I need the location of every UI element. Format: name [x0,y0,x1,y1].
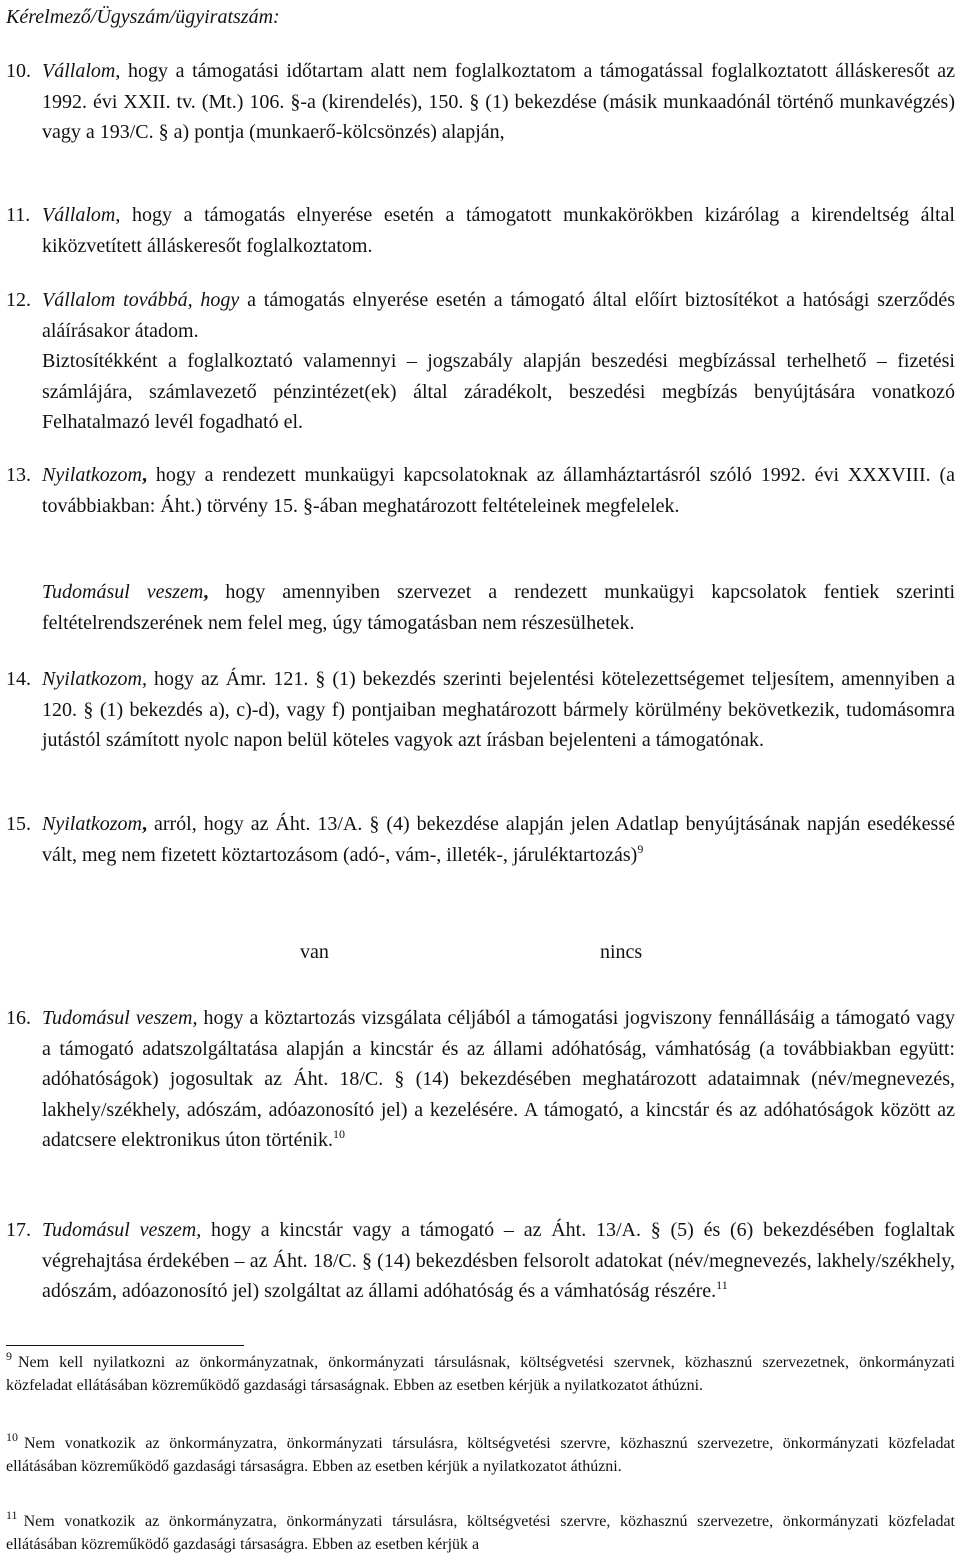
footnote-ref: 10 [333,1127,346,1141]
item-text: hogy a rendezett munkaügyi kapcsolatoknak az államháztartásról szóló 1992. évi XXXVIII. (a továbbiakban: Áht.) törvény 15. §-ában meghatározott feltételeinek megfelelek. [42,464,955,517]
footnote-number: 9 [6,1349,12,1363]
item-comma: , [142,813,147,835]
footnote-ref: 11 [716,1278,728,1292]
statement-13 [6,460,955,521]
option-nincs[interactable]: nincs [600,941,643,963]
footnote-number: 11 [6,1508,18,1522]
item-lead: Vállalom, [42,60,121,82]
footnote-ref: 9 [637,841,644,856]
item-text: hogy a támogatási időtartam alatt nem foglalkoztatom a támogatással foglalkoztatott álláskeresőt az 1992. évi XXII. tv. (Mt.) 106. §-a (kirendelés), 150. § (1) bekezdése (másik munkaadónál történő munkavégzés) vagy a 193/C. § a) pontja (munkaerő-kölcsönzés) alapján, [42,60,955,143]
statement-17 [6,1215,955,1307]
statement-13-acknowledgement [6,577,955,638]
item-number: 16. [6,1007,31,1029]
footnote-10 [6,1430,955,1478]
item-number: 10. [6,60,31,82]
statement-15 [6,809,955,870]
item-number: 15. [6,813,31,835]
statement-16 [6,1003,955,1156]
item-text: a támogatás elnyerése esetén a támogató által előírt biztosítékot a hatósági szerződés aláírásakor átadom. [42,289,956,342]
item-lead: Tudomásul veszem, [42,1219,202,1241]
item-lead: Vállalom továbbá, hogy [42,289,240,311]
statement-12 [6,285,955,438]
statement-11 [6,200,955,261]
item-lead: Nyilatkozom, [42,668,147,690]
option-van[interactable]: van [300,941,329,963]
item-number: 14. [6,668,31,690]
item-text-guarantee: Biztosítékként a foglalkoztató valamennyi – jogszabály alapján beszedési megbízással terhelhető – fizetési számlájára, számlavezető pénzintézet(ek) által záradékolt, beszedési megbízás benyújtására vonatkozó Felhatalmazó levél fogadható el. [42,350,955,433]
item-lead: Nyilatkozom [42,464,142,486]
footnote-separator [6,1345,244,1346]
item-text: hogy a támogatás elnyerése esetén a támogatott munkakörökben kizárólag a kirendeltség által kiközvetített álláskeresőt foglalkoztatom. [42,204,955,257]
item-text: arról, hogy az Áht. 13/A. § (4) bekezdése alapján jelen Adatlap benyújtásának napján esedékessé vált, meg nem fizetett köztartozásom (adó-, vám-, illeték-, járuléktartozás) [42,813,955,866]
item-number: 17. [6,1219,31,1241]
item-lead: Vállalom, [42,204,121,226]
statement-10 [6,56,955,148]
item-lead: Nyilatkozom [42,813,142,835]
item-lead: Tudomásul veszem [42,581,204,603]
footnote-number: 10 [6,1430,18,1444]
footnote-11 [6,1508,955,1556]
footnote-text: Nem vonatkozik az önkormányzatra, önkormányzati társulásra, költségvetési szervre, közhasznú szervezetre, önkormányzati közfeladat ellátásában közreműködő gazdasági társaságra. Ebben az esetben kérjük a [6,1513,955,1553]
item-text: hogy amennyiben szervezet a rendezett munkaügyi kapcsolatok fentiek szerinti feltételrendszerének nem felel meg, úgy támogatásban nem részesülhetek. [42,581,955,634]
item-text: hogy a köztartozás vizsgálata céljából a támogatási jogviszony fennállásáig a támogató vagy a támogató adatszolgáltatása alapján a kincstár és az állami adóhatóság, vámhatóság (a továbbiakban együtt: adóhatóságok) jogosultak az Áht. 18/C. § (14) bekezdésében meghatározott adataimnak (név/megnevezés, lakhely/székhely, adószám, adóazonosító jel) a kezelésére. A támogató, a kincstár és az adóhatóságok között az adatcsere elektronikus úton történik. [42,1007,955,1151]
footnote-text: Nem vonatkozik az önkormányzatra, önkormányzati társulásra, költségvetési szervre, közhasznú szervezetre, önkormányzati közfeladat ellátásában közreműködő gazdasági társaságra. Ebben az esetben kérjük a nyilatkozatot áthúzni. [6,1435,955,1475]
item-comma: , [203,581,209,603]
item-lead: Tudomásul veszem, [42,1007,198,1029]
statement-14 [6,664,955,756]
item-number: 11. [6,204,31,226]
footnote-text: Nem kell nyilatkozni az önkormányzatnak, önkormányzati társulásnak, költségvetési szervnek, közhasznú szervezetnek, önkormányzati közfeladat ellátásában közreműködő gazdasági társaságnak. Ebben az esetben kérjük a nyilatkozatot áthúzni. [6,1354,955,1394]
item-text: hogy az Ámr. 121. § (1) bekezdés szerinti bejelentési kötelezettségemet teljesítem, amennyiben a 120. § (1) bekezdés a), c)-d), vagy f) pontjaiban meghatározott bármely körülmény bekövetkezik, tudomásomra jutástól számított nyolc napon belül köteles vagyok azt írásban bejelenteni a támogatónak. [42,668,955,751]
footnote-9 [6,1349,955,1397]
document-header: Kérelmező/Ügyszám/ügyiratszám: [6,6,280,28]
item-number: 12. [6,289,31,311]
item-number: 13. [6,464,31,486]
item-text: hogy a kincstár vagy a támogató – az Áht. 13/A. § (5) és (6) bekezdésében foglaltak végrehajtása érdekében – az Áht. 18/C. § (14) bekezdésben felsorolt adatokat (név/megnevezés, lakhely/székhely, adószám, adóazonosító jel) szolgáltat az állami adóhatóság és a vámhatóság részére. [42,1219,955,1302]
item-comma: , [142,464,147,486]
